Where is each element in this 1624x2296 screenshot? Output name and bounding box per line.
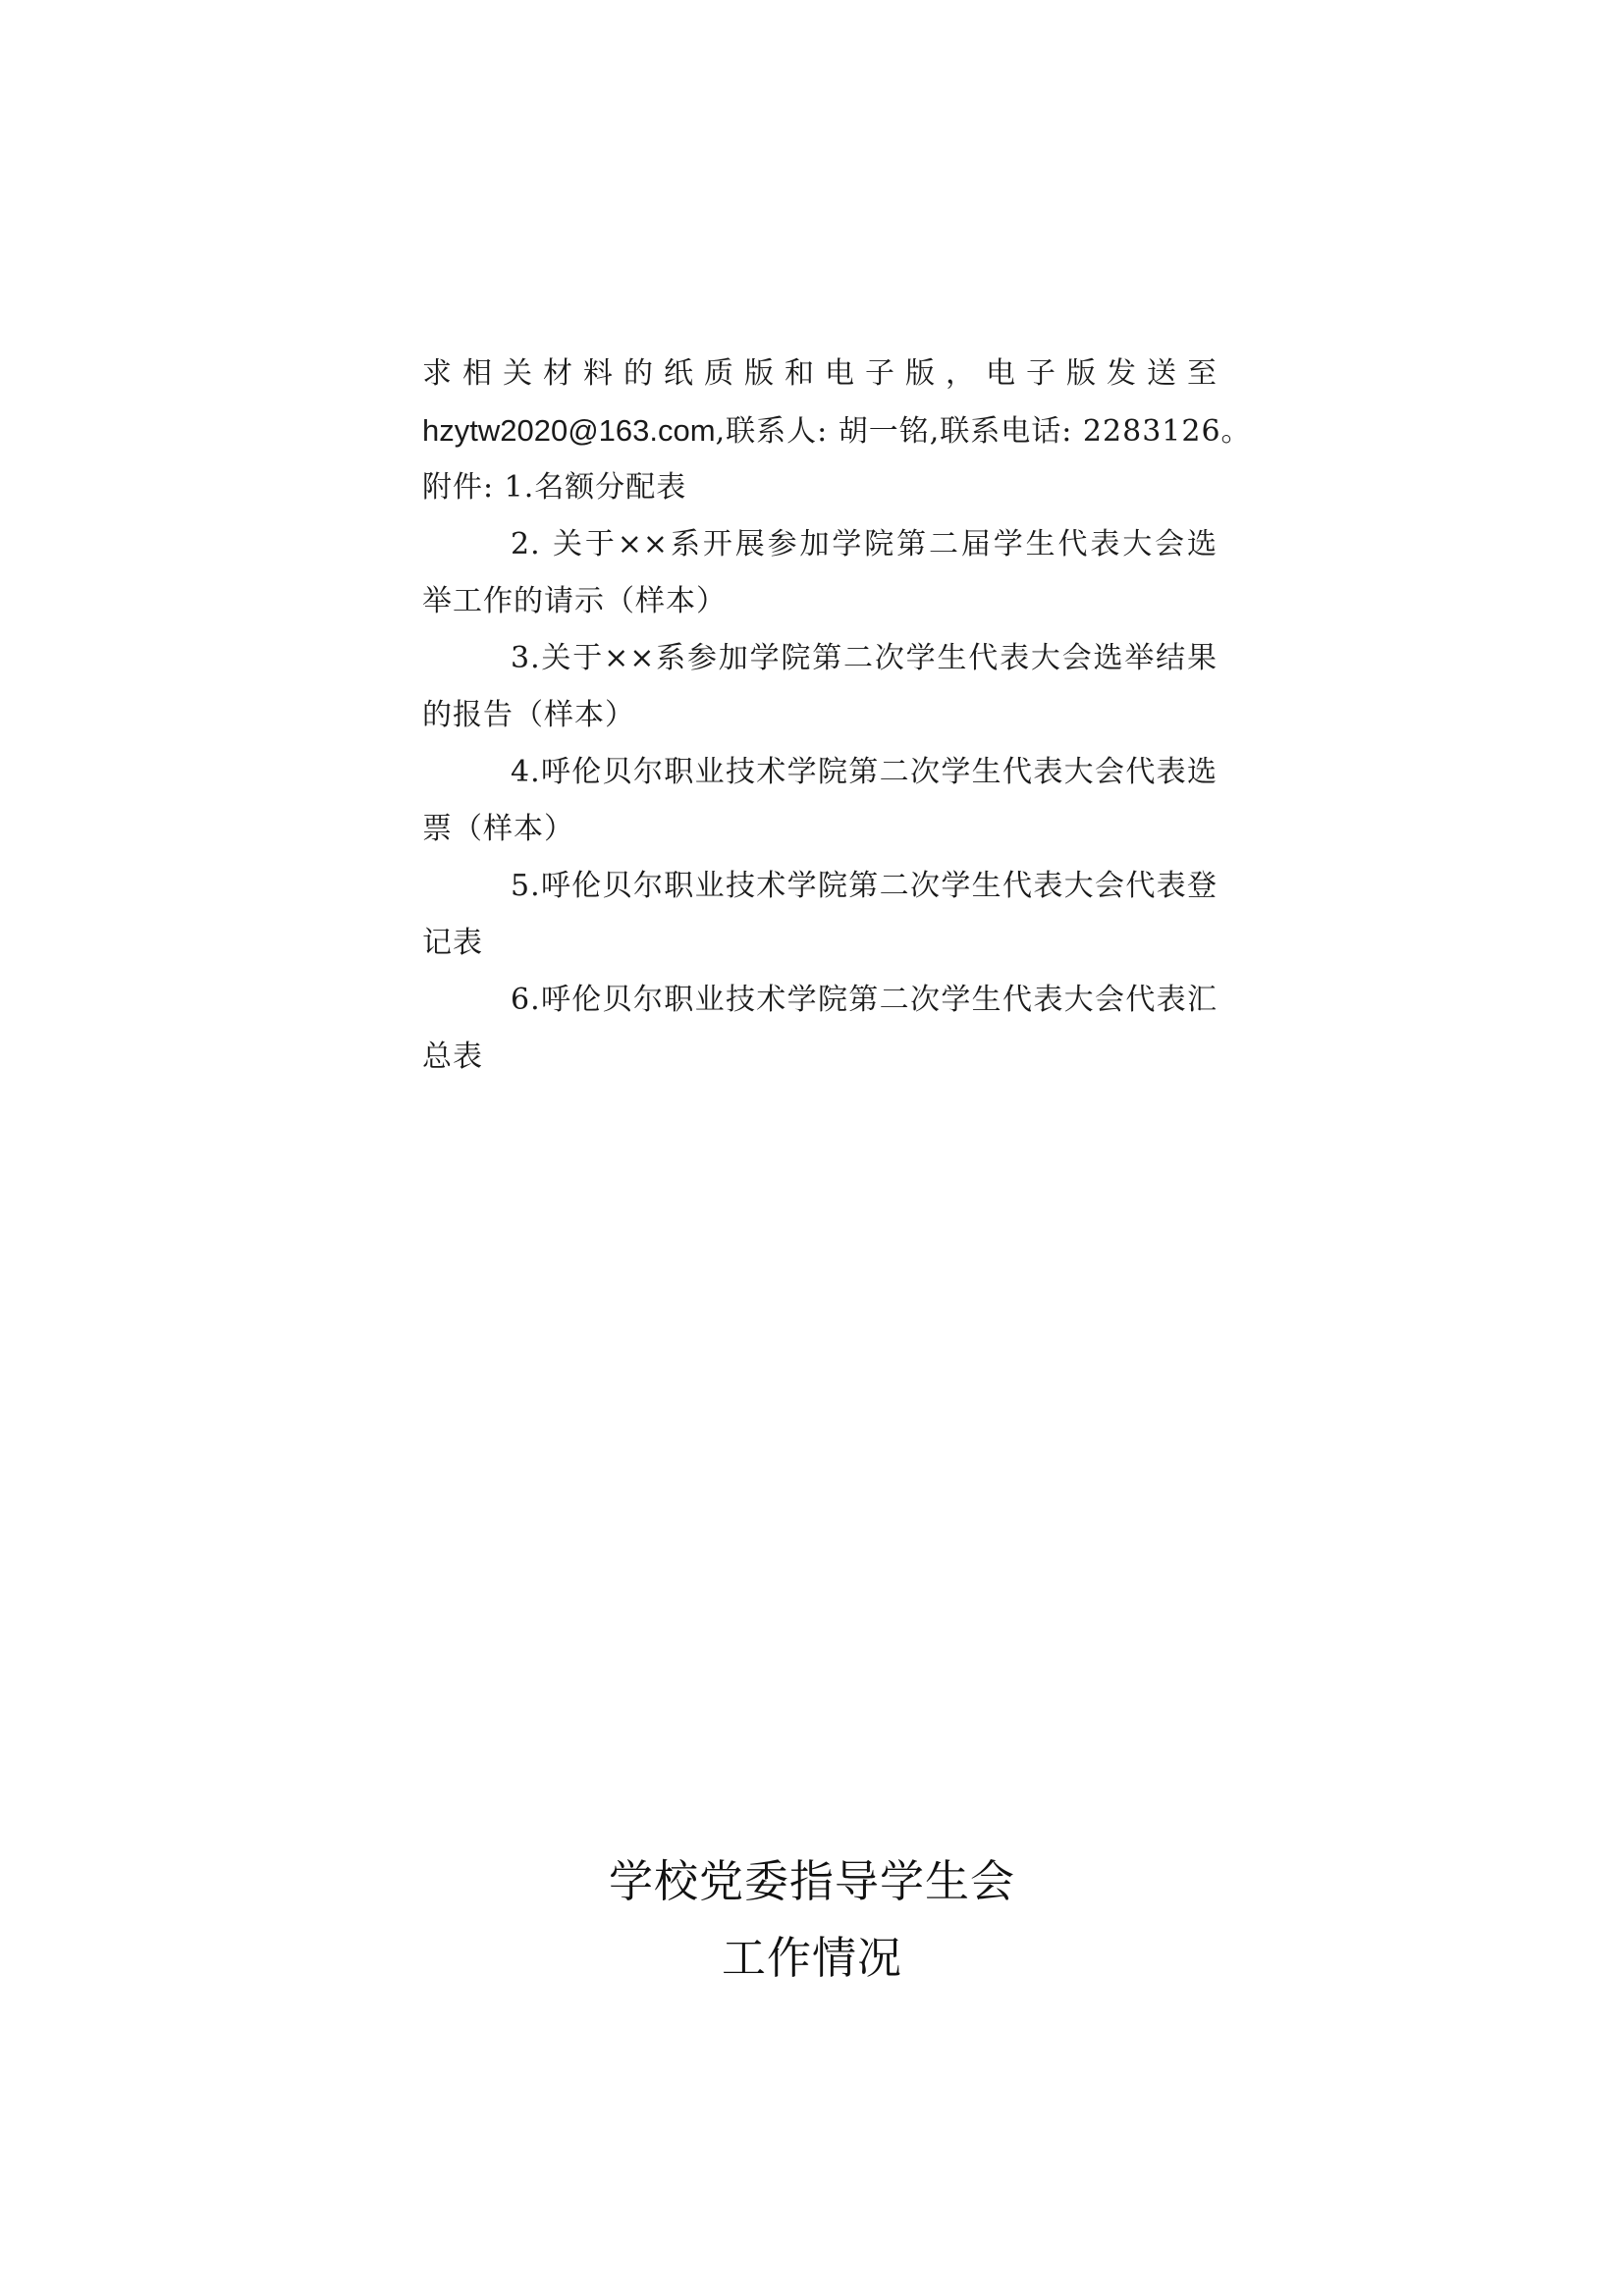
section-title-line-2: 工作情况: [721, 1932, 902, 1984]
paragraph-line-2: [422, 402, 1252, 459]
attachment-item-4-line-a: 4.呼伦贝尔职业技术学院第二次学生代表大会代表选: [511, 755, 1218, 789]
attachment-item-4-line-b: 票（样本）: [422, 812, 574, 846]
paragraph-line-1: 求相关材料的纸质版和电子版，电子版发送至: [422, 356, 1218, 391]
attachment-item-3-line-a: 3.关于××系参加学院第二次学生代表大会选举结果: [511, 641, 1218, 675]
section-title-line-1: 学校党委指导学生会: [608, 1855, 1015, 1907]
attachment-item-5-line-a: 5.呼伦贝尔职业技术学院第二次学生代表大会代表登: [511, 869, 1218, 903]
notice-body: [422, 346, 1252, 1086]
attachment-item-2-line-a: 2. 关于××系开展参加学院第二届学生代表大会选: [511, 527, 1218, 561]
contact-email: hzytw2020@163.com: [422, 413, 716, 448]
attachment-item-3-line-b: 的报告（样本）: [422, 698, 635, 732]
attachment-item-1: 1.名额分配表: [504, 470, 687, 505]
attachment-item-2-line-b: 举工作的请示（样本）: [422, 584, 727, 618]
attachment-item-6-line-b: 总表: [422, 1040, 483, 1074]
attachments-heading: 附件:: [422, 470, 505, 505]
attachment-item-6-line-a: 6.呼伦贝尔职业技术学院第二次学生代表大会代表汇: [511, 983, 1218, 1017]
attachment-item-5-line-b: 记表: [422, 926, 483, 960]
contact-info: ,联系人: 胡一铭,联系电话: 2283126。: [715, 414, 1252, 449]
attachment-heading-line: [422, 459, 1218, 516]
